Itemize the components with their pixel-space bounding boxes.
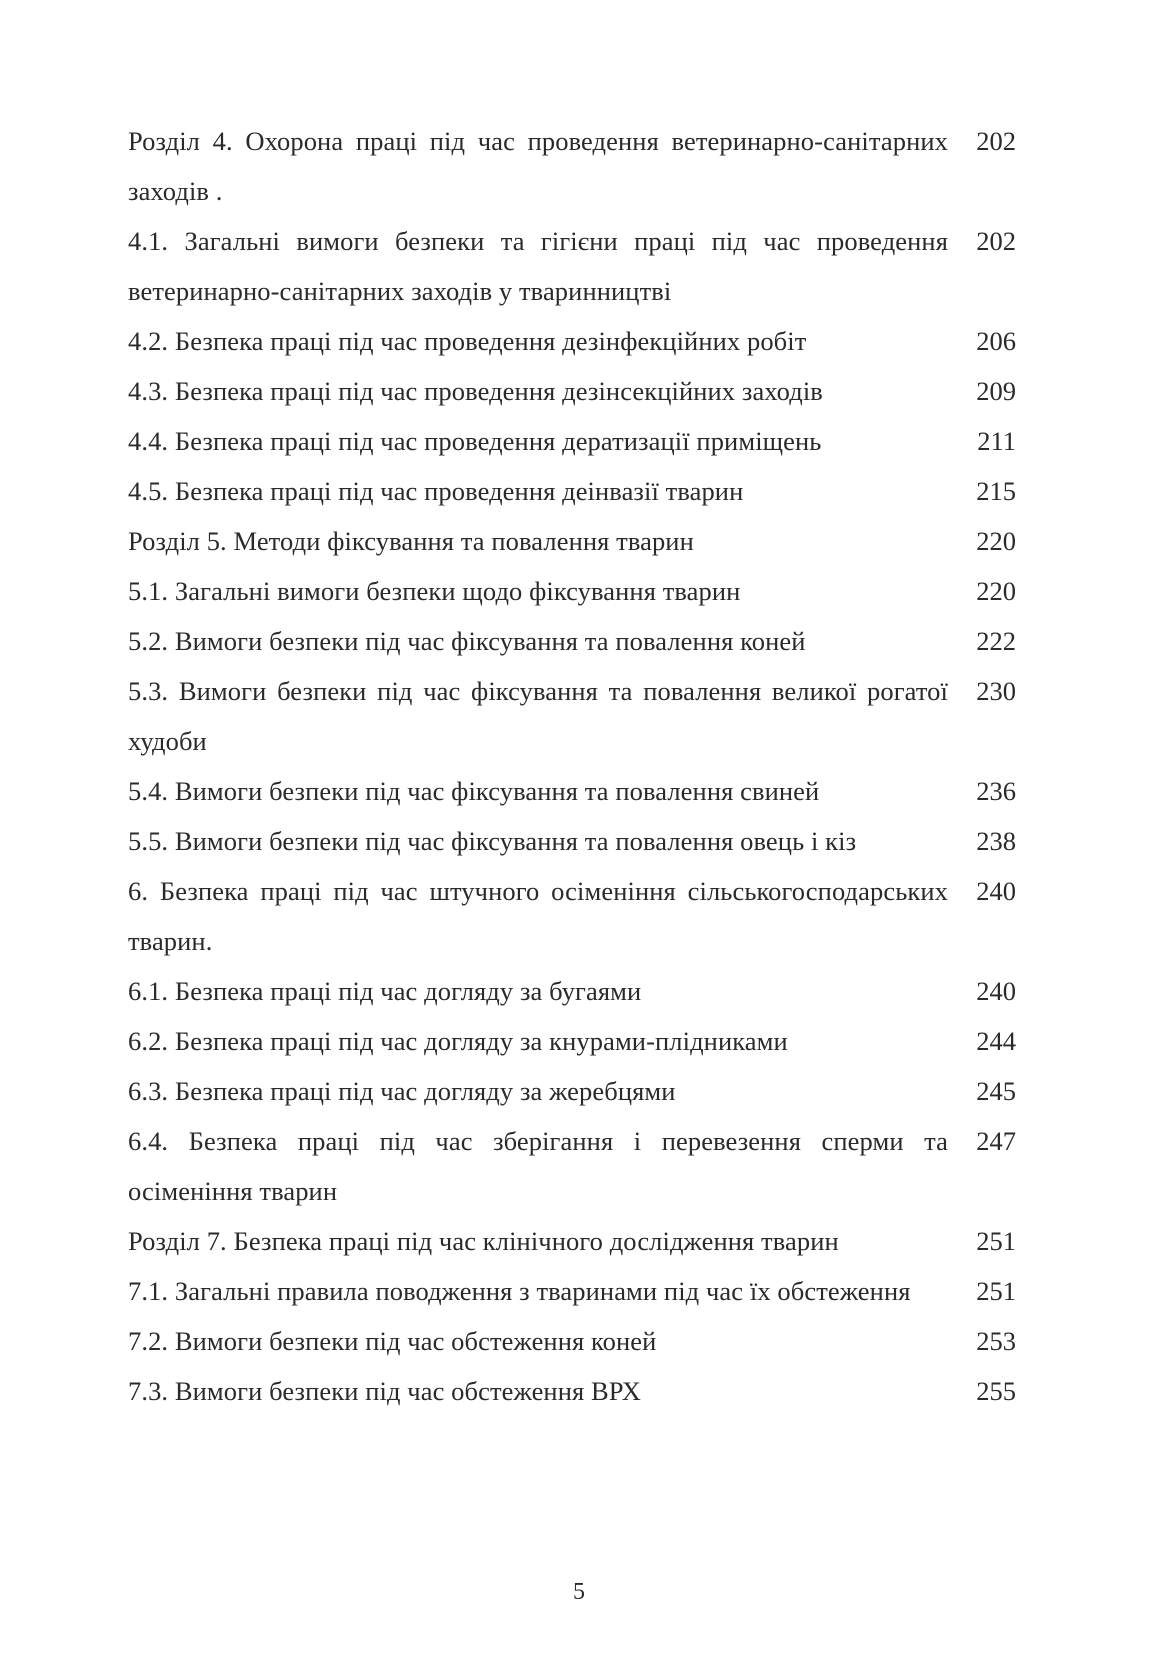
toc-entry-title: 4.1. Загальні вимоги безпеки та гігієни праці під час проведення ветеринарно-санітарних заходів у тваринництві — [128, 226, 948, 306]
toc-entry-title: 5.5. Вимоги безпеки під час фіксування та повалення овець і кіз — [128, 826, 857, 856]
toc-entry-page: 202 — [976, 126, 1016, 156]
toc-entry — [128, 216, 1016, 316]
toc-entry-page: 255 — [976, 1376, 1016, 1406]
toc-entry-title: Розділ 5. Методи фіксування та повалення тварин — [128, 526, 694, 556]
toc-entry-page: 244 — [976, 1026, 1016, 1056]
toc-entry-page: 245 — [976, 1076, 1016, 1106]
toc-entry — [128, 116, 1016, 216]
toc-entry — [128, 1216, 1016, 1266]
toc-entry-page: 251 — [976, 1276, 1016, 1306]
toc-entry-page: 236 — [976, 776, 1016, 806]
toc-entry — [128, 366, 1016, 416]
toc-entry-title: 5.4. Вимоги безпеки під час фіксування та повалення свиней — [128, 776, 820, 806]
toc-entry — [128, 1066, 1016, 1116]
toc-entry-page: 206 — [976, 326, 1016, 356]
toc-entry-title: 6. Безпека праці під час штучного осіменіння сільськогосподарських тварин. — [128, 876, 948, 956]
toc-entry-title: 7.2. Вимоги безпеки під час обстеження коней — [128, 1326, 657, 1356]
toc-entry — [128, 866, 1016, 966]
toc-entry-page: 238 — [976, 826, 1016, 856]
toc-entry-title: 4.5. Безпека праці під час проведення деінвазії тварин — [128, 476, 744, 506]
toc-entry-title: 5.2. Вимоги безпеки під час фіксування та повалення коней — [128, 626, 806, 656]
toc-entry — [128, 1316, 1016, 1366]
toc-entry-title: 5.1. Загальні вимоги безпеки щодо фіксування тварин — [128, 576, 741, 606]
toc-entry-page: 240 — [976, 976, 1016, 1006]
toc-entry-title: 4.4. Безпека праці під час проведення дератизації приміщень — [128, 426, 822, 456]
toc-entry-page: 222 — [976, 626, 1016, 656]
toc-entry-page: 209 — [976, 376, 1016, 406]
toc-entry-title: 7.3. Вимоги безпеки під час обстеження ВРХ — [128, 1376, 641, 1406]
toc-entry-title: 5.3. Вимоги безпеки під час фіксування та повалення великої рогатої худоби — [128, 676, 948, 756]
toc-entry-page: 251 — [976, 1226, 1016, 1256]
table-of-contents — [128, 116, 1016, 1416]
toc-entry-title: 7.1. Загальні правила поводження з тваринами під час їх обстеження — [128, 1276, 911, 1306]
toc-entry — [128, 616, 1016, 666]
toc-entry-title: 6.2. Безпека праці під час догляду за кнурами-плідниками — [128, 1026, 788, 1056]
toc-entry — [128, 666, 1016, 766]
toc-entry-page: 240 — [976, 876, 1016, 906]
toc-entry-title: 6.1. Безпека праці під час догляду за бугаями — [128, 976, 642, 1006]
toc-entry — [128, 316, 1016, 366]
toc-entry-page: 220 — [976, 526, 1016, 556]
toc-entry-page: 220 — [976, 576, 1016, 606]
toc-entry-page: 211 — [977, 426, 1016, 456]
toc-entry-page: 215 — [976, 476, 1016, 506]
toc-entry-title: 6.3. Безпека праці під час догляду за жеребцями — [128, 1076, 676, 1106]
toc-entry — [128, 1116, 1016, 1216]
toc-entry-page: 202 — [976, 226, 1016, 256]
toc-entry — [128, 416, 1016, 466]
toc-entry-page: 230 — [976, 676, 1016, 706]
toc-entry — [128, 466, 1016, 516]
toc-entry-title: 6.4. Безпека праці під час зберігання і перевезення сперми та осіменіння тварин — [128, 1126, 948, 1206]
page-number: 5 — [573, 1579, 585, 1605]
toc-entry — [128, 966, 1016, 1016]
toc-entry — [128, 766, 1016, 816]
toc-entry — [128, 1266, 1016, 1316]
toc-entry-title: Розділ 7. Безпека праці під час клінічного дослідження тварин — [128, 1226, 839, 1256]
toc-entry — [128, 1366, 1016, 1416]
toc-entry-title: 4.2. Безпека праці під час проведення дезінфекційних робіт — [128, 326, 807, 356]
toc-entry-page: 247 — [976, 1126, 1016, 1156]
toc-entry — [128, 566, 1016, 616]
toc-entry-page: 253 — [976, 1326, 1016, 1356]
toc-entry — [128, 1016, 1016, 1066]
toc-entry-title: 4.3. Безпека праці під час проведення дезінсекційних заходів — [128, 376, 823, 406]
toc-entry — [128, 516, 1016, 566]
toc-entry-title: Розділ 4. Охорона праці під час проведення ветеринарно-санітарних заходів . — [128, 126, 948, 206]
toc-entry — [128, 816, 1016, 866]
